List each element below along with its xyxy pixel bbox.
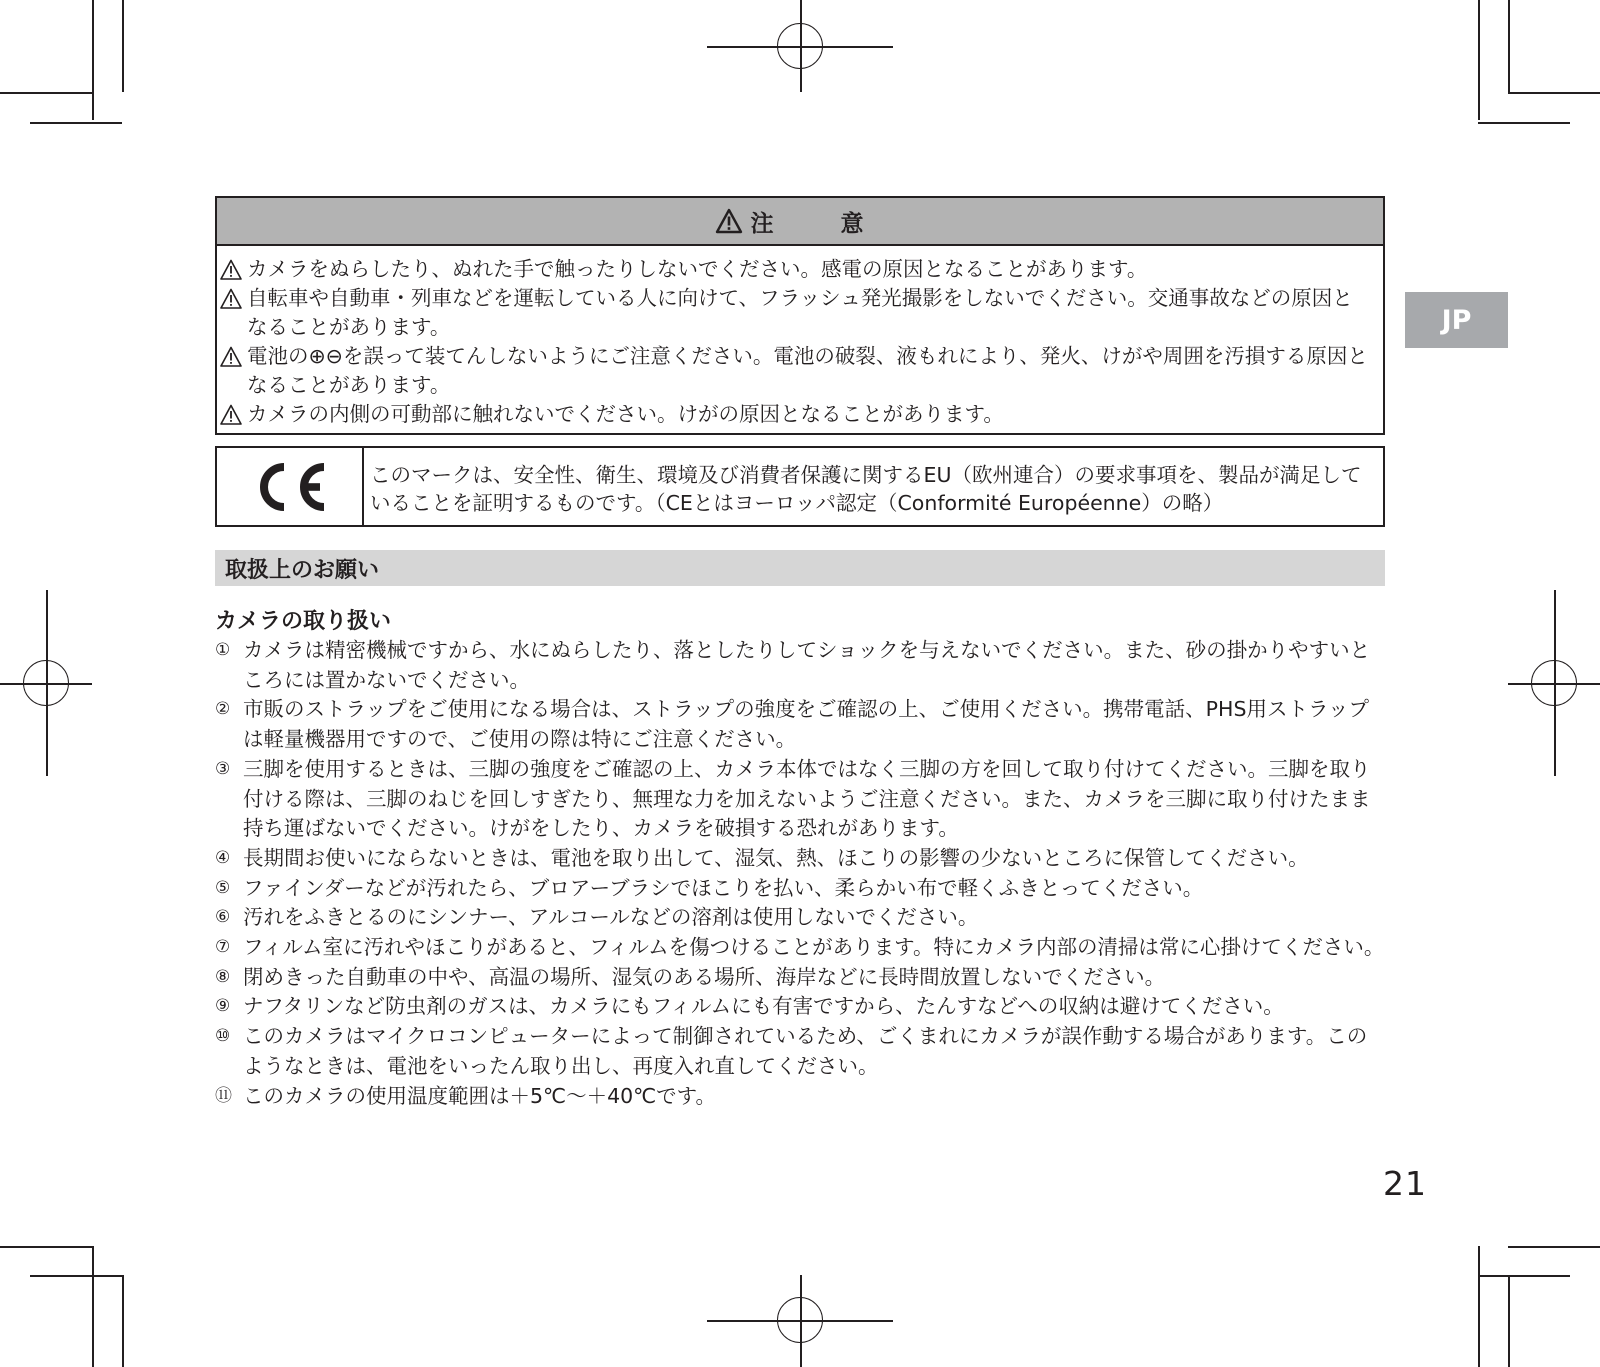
crop-mark (1508, 0, 1510, 92)
caution-list (217, 246, 1383, 433)
crop-mark (92, 0, 94, 120)
crop-mark (1508, 1246, 1600, 1248)
item-number: ① (215, 640, 231, 660)
item-number: ③ (215, 758, 231, 779)
item-number: ⑩ (215, 1026, 231, 1047)
warning-icon (715, 208, 743, 234)
caution-header (217, 198, 1383, 246)
item-text: カメラは精密機械ですから、水にぬらしたり、落としたりしてショックを与えないでください。また、砂の掛かりやすいところには置かないでください。 (243, 638, 1371, 692)
caution-title: 注 意 (750, 210, 886, 237)
item-number: ④ (215, 847, 231, 868)
crop-mark (122, 1275, 124, 1367)
page-number: 21 (1383, 1164, 1427, 1203)
list-item (215, 636, 1385, 695)
list-item (215, 695, 1385, 754)
ce-box (215, 446, 1385, 527)
crop-mark (0, 92, 92, 94)
item-number: ⑨ (215, 996, 231, 1017)
list-item (215, 933, 1385, 963)
crop-mark (92, 1246, 94, 1367)
crop-mark (30, 1275, 122, 1277)
list-item (215, 1082, 1385, 1112)
warning-icon (219, 400, 247, 429)
item-text: このカメラはマイクロコンピューターによって制御されているため、ごくまれにカメラが誤作動する場合があります。このようなときは、電池をいったん取り出し、再度入れ直してください。 (243, 1024, 1368, 1078)
caution-item-text: 電池の⊕⊖を誤って装てんしないようにご注意ください。電池の破裂、液もれにより、発火、けがや周囲を汚損する原因となることがあります。 (247, 344, 1368, 397)
crop-mark (1508, 1275, 1510, 1367)
item-number: ⑧ (215, 966, 231, 987)
list-item (215, 874, 1385, 904)
item-text: 市販のストラップをご使用になる場合は、ストラップの強度をご確認の上、ご使用ください。携帯電話、PHS用ストラップは軽量機器用ですので、ご使用の際は特にご注意ください。 (243, 697, 1370, 752)
caution-item-text: 自転車や自動車・列車などを運転している人に向けて、フラッシュ発光撮影をしないでください。交通事故などの原因となることがあります。 (247, 286, 1353, 339)
crop-mark (1478, 0, 1480, 120)
item-number: ⑦ (215, 937, 231, 958)
ce-logo (217, 448, 364, 525)
caution-item (219, 342, 1383, 400)
list-item (215, 844, 1385, 874)
list-item (215, 992, 1385, 1022)
caution-item (219, 255, 1383, 284)
caution-item (219, 284, 1383, 342)
registration-mark (777, 23, 823, 69)
warning-icon (219, 284, 247, 342)
crop-mark (1508, 92, 1600, 94)
item-text: 汚れをふきとるのにシンナー、アルコールなどの溶剤は使用しないでください。 (243, 905, 979, 930)
item-text: ナフタリンなど防虫剤のガスは、カメラにもフィルムにも有害ですから、たんすなどへの収納は避けてください。 (243, 994, 1284, 1019)
list-item (215, 903, 1385, 933)
crop-mark (30, 122, 122, 124)
item-text: 閉めきった自動車の中や、高温の場所、湿気のある場所、海岸などに長時間放置しないでください。 (243, 964, 1166, 989)
crop-mark (1478, 1246, 1480, 1367)
crop-mark (122, 0, 124, 92)
registration-mark (777, 1297, 823, 1343)
crop-mark (1478, 122, 1570, 124)
caution-item (219, 400, 1383, 429)
warning-icon (219, 255, 247, 284)
language-tab: JP (1405, 292, 1508, 348)
item-text: フィルム室に汚れやほこりがあると、フィルムを傷つけることがあります。特にカメラ内部の清掃は常に心掛けてください。 (243, 935, 1385, 960)
crop-mark (1478, 1275, 1570, 1277)
ce-description: このマークは、安全性、衛生、環境及び消費者保護に関するEU（欧州連合）の要求事項を、製品が満足していることを証明するものです。（CEとはヨーロッパ認定（Conformité Européenne）の略） (370, 463, 1362, 515)
item-number: ⑪ (215, 1085, 232, 1106)
list-item (215, 963, 1385, 993)
item-number: ② (215, 699, 231, 720)
list-item (215, 1022, 1385, 1081)
warning-icon (219, 342, 247, 400)
item-number: ⑥ (215, 907, 231, 928)
item-text: このカメラの使用温度範囲は＋5℃～＋40℃です。 (243, 1083, 717, 1108)
item-text: ファインダーなどが汚れたら、ブロアーブラシでほこりを払い、柔らかい布で軽くふきとってください。 (243, 875, 1204, 900)
registration-mark (1531, 660, 1577, 706)
caution-item-text: カメラをぬらしたり、ぬれた手で触ったりしないでください。感電の原因となることがあります。 (247, 257, 1148, 281)
registration-mark (23, 660, 69, 706)
item-text: 長期間お使いにならないときは、電池を取り出して、湿気、熱、ほこりの影響の少ないところに保管してください。 (243, 845, 1309, 870)
item-number: ⑤ (215, 877, 231, 898)
list-item (215, 755, 1385, 844)
caution-item-text: カメラの内側の可動部に触れないでください。けがの原因となることがあります。 (247, 402, 1004, 426)
item-text: 三脚を使用するときは、三脚の強度をご確認の上、カメラ本体ではなく三脚の方を回して取り付けてください。三脚を取り付ける際は、三脚のねじを回しすぎたり、無理な力を加えないようご注意ください。また、カメラを三脚に取り付けたまま持ち運ばないでください。けがをしたり、カメラを破損する恐れがあります。 (243, 756, 1371, 841)
section-title: 取扱上のお願い (225, 557, 380, 583)
caution-box (215, 196, 1385, 435)
subsection-title: カメラの取り扱い (215, 609, 392, 634)
handling-list (215, 636, 1385, 1111)
crop-mark (0, 1246, 92, 1248)
section-header (215, 550, 1385, 586)
